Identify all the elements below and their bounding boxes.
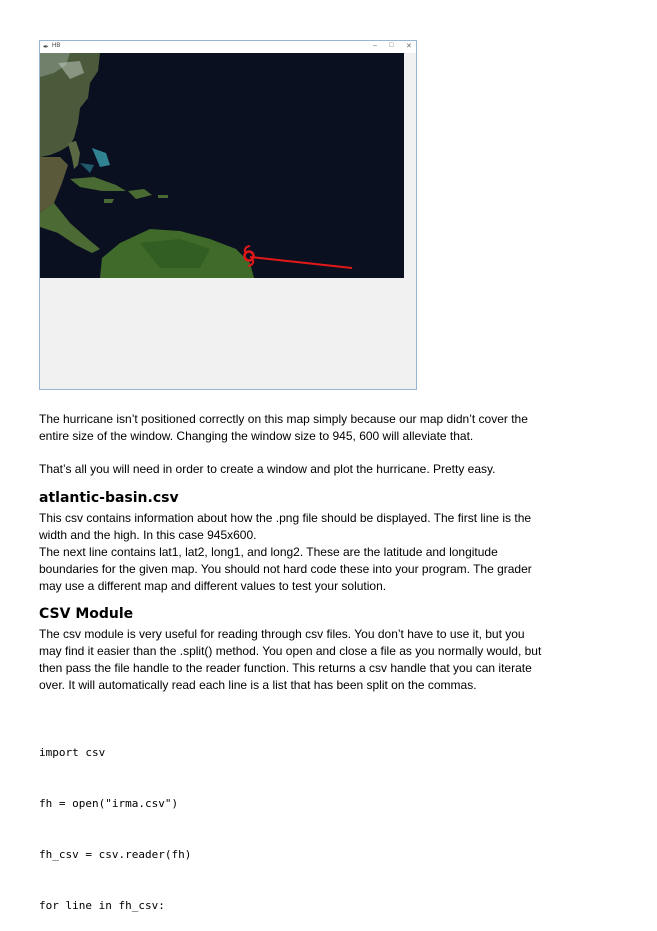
window-title: HB <box>52 43 61 49</box>
code-line: for line in fh_csv: <box>39 899 165 912</box>
code-sample <box>39 710 191 931</box>
app-window <box>39 40 417 390</box>
minimize-button[interactable]: – <box>373 42 377 49</box>
code-line: fh = open("irma.csv") <box>39 797 179 810</box>
heading-atlantic-basin: atlantic-basin.csv <box>39 490 179 506</box>
code-line: import csv <box>39 746 106 759</box>
atlantic-map <box>40 53 404 278</box>
paragraph-csv-module: The csv module is very useful for reading through csv files. You don’t have to use it, but you may find it easier than the .split() method. You open and close a file as you normally would, but then pass the file handle to the reader function. This returns a csv handle that you can iterate over. It will automatically read each line is a list that has been split on the commas. <box>39 627 542 692</box>
heading-csv-module: CSV Module <box>39 606 134 622</box>
feather-icon: ✒ <box>43 44 49 51</box>
close-button[interactable]: ✕ <box>406 43 412 50</box>
maximize-button[interactable]: □ <box>389 42 394 49</box>
window-titlebar <box>40 41 416 53</box>
paragraph-atlantic-basin: This csv contains information about how the .png file should be displayed. The first line is the width and the high. In this case 945x600. The next line contains lat1, lat2, long1, and long2. These are the latitude and longitude boundaries for the given map. You should not hard code these into your program. The grader may use a different map and different values to test your solution. <box>39 511 532 593</box>
paragraph-summary: That’s all you will need in order to create a window and plot the hurricane. Pretty easy. <box>39 462 496 476</box>
paragraph-map-note: The hurricane isn’t positioned correctly on this map simply because our map didn’t cover the entire size of the window. Changing the window size to 945, 600 will alleviate that. <box>39 412 528 443</box>
code-line: fh_csv = csv.reader(fh) <box>39 848 192 861</box>
